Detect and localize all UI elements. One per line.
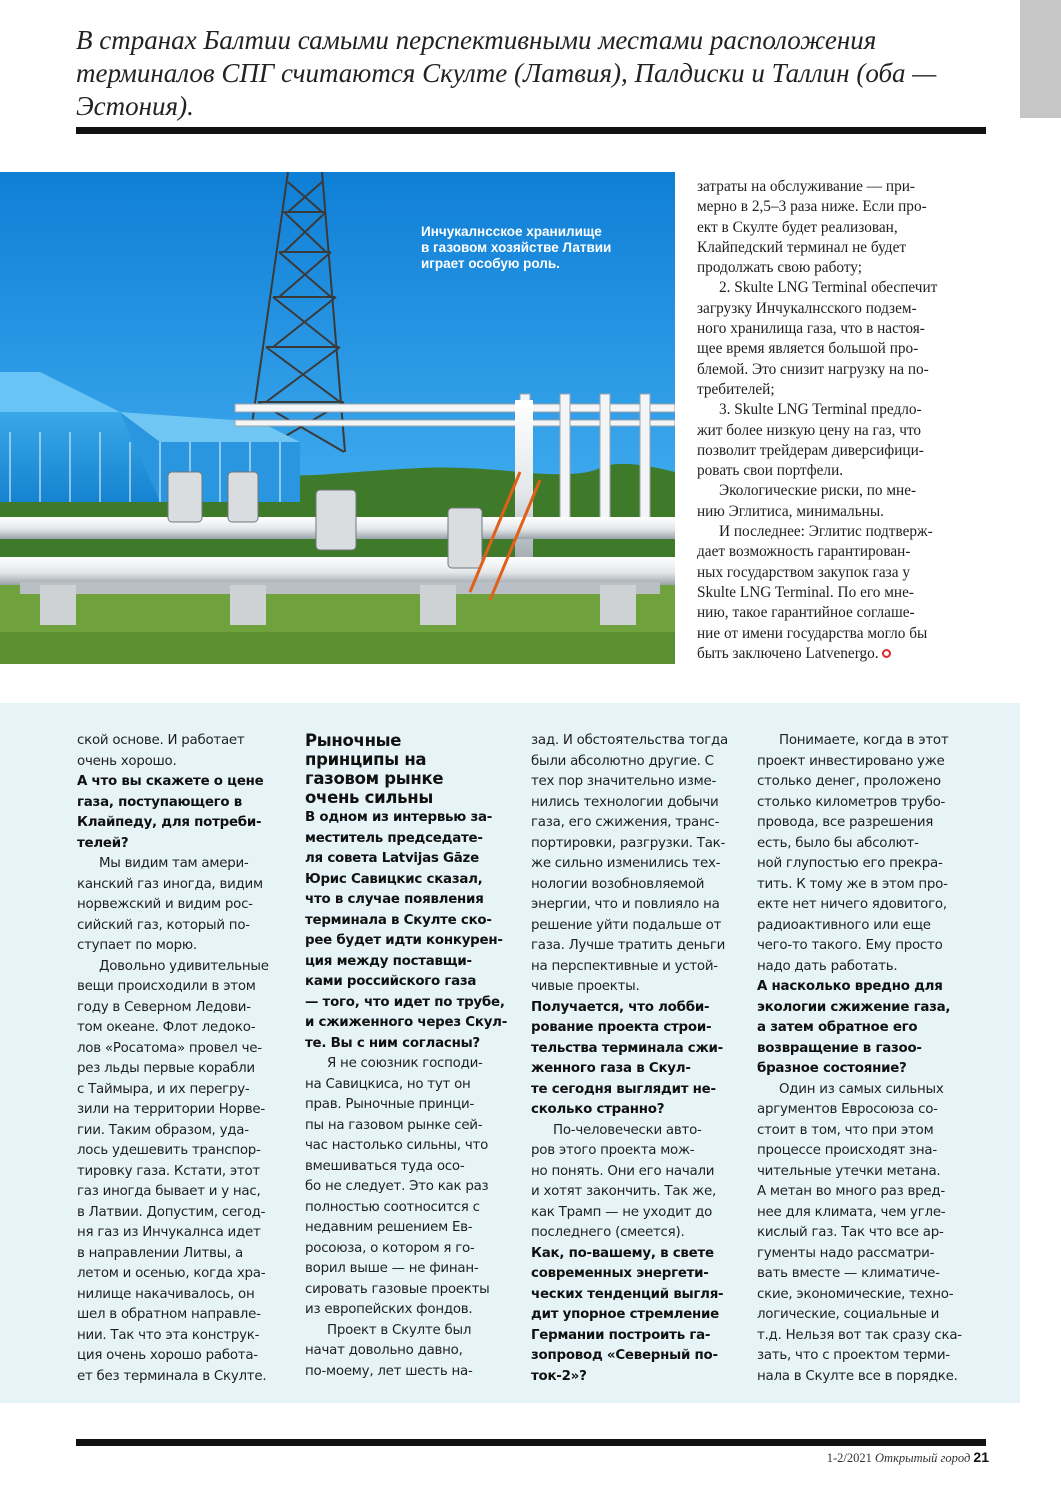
interview-column-3 xyxy=(531,731,741,1387)
question-line: Германии построить га- xyxy=(531,1327,711,1343)
subhead-line: газовом рынке xyxy=(305,769,444,788)
text-line: в направлении Литвы, а xyxy=(77,1245,243,1261)
text-line: тировку газа. Кстати, этот xyxy=(77,1163,260,1179)
text-line: рез льды первые корабли xyxy=(77,1061,255,1076)
text-line: час настолько сильны, что xyxy=(305,1138,489,1153)
text-line: зад. И обстоятельства тогда xyxy=(531,733,728,748)
question-line: женного газа в Скул- xyxy=(531,1061,691,1076)
text-line: ской основе. И работает xyxy=(77,733,245,748)
text-line: газа, его сжижения, транс- xyxy=(531,815,720,830)
text-line: проект инвестировано уже xyxy=(757,753,945,769)
text-line: зать, что с проектом терми- xyxy=(757,1348,950,1363)
text-line: ские, экономические, техно- xyxy=(757,1286,954,1302)
text-line: столько денег, проложено xyxy=(757,774,941,789)
question-line: ками российского газа xyxy=(305,974,477,989)
page-footer xyxy=(827,1449,989,1466)
text-line: вать вместе — климатиче- xyxy=(757,1266,940,1281)
top-rule xyxy=(76,127,986,134)
text-line: росоюза, о котором я го- xyxy=(305,1240,475,1256)
text-line: Экологические риски, по мне- xyxy=(719,482,917,500)
text-line: надо дать работать. xyxy=(757,958,898,974)
text-line: кислый газ. Так что все ар- xyxy=(757,1225,944,1240)
text-line: канский газ иногда, видим xyxy=(77,876,263,892)
text-line: провода, все разрешения xyxy=(757,815,934,830)
text-line: столько километров трубо- xyxy=(757,794,946,810)
text-line: портировки, разгрузки. Так- xyxy=(531,835,726,851)
text-line: нию Эглитиса, минимальны. xyxy=(697,502,884,520)
issue-number: 1-2/2021 xyxy=(826,1451,872,1465)
text-line: мерно в 2,5–3 раза ниже. Если про- xyxy=(697,198,927,216)
question-line: рование проекта строи- xyxy=(531,1020,712,1035)
text-line: екте нет ничего ядовитого, xyxy=(757,897,947,912)
text-line: ров этого проекта мож- xyxy=(531,1143,695,1158)
question-line: Юрис Савицкис сказал, xyxy=(305,871,483,887)
section-subhead xyxy=(305,731,515,807)
question-line: ля совета Latvijas Gāze xyxy=(305,851,479,866)
text-line: тех пор значительно изме- xyxy=(531,774,717,789)
question-line: сколько странно? xyxy=(531,1102,665,1117)
subhead-line: Рыночные xyxy=(305,731,402,750)
text-line: ворил выше — не финан- xyxy=(305,1261,479,1276)
text-line: ного хранилища газа, что в настоя- xyxy=(697,320,925,338)
text-line: радиоактивного или еще xyxy=(757,917,931,933)
text-line: бо не следует. Это как раз xyxy=(305,1179,489,1194)
question-line: что в случае появления xyxy=(305,892,484,907)
text-line: Мы видим там амери- xyxy=(99,856,249,871)
interview-column-1 xyxy=(77,731,282,1387)
text-line: гии. Таким образом, уда- xyxy=(77,1122,249,1138)
text-line: Клайпедский терминал не будет xyxy=(697,238,907,256)
text-line: требителей; xyxy=(697,380,775,398)
text-line: ной глупостью его прекра- xyxy=(757,856,943,871)
question-line: и сжиженного через Скул- xyxy=(305,1015,508,1030)
text-line: году в Северном Ледови- xyxy=(77,999,251,1015)
text-line: щее время является большой про- xyxy=(697,340,919,358)
text-line: ние от имени государства могло бы xyxy=(697,624,928,642)
text-line: последнего (смеется). xyxy=(531,1225,685,1240)
text-line: жит более низкую цену на газ, что xyxy=(697,421,922,439)
text-line: тить. К тому же в этом про- xyxy=(757,876,948,892)
photo-caption xyxy=(421,224,661,272)
text-line: ня газ из Инчукалнса идет xyxy=(77,1225,261,1240)
question-line: дит упорное стремление xyxy=(531,1307,719,1322)
caption-line: Инчукалнсское хранилище xyxy=(421,224,602,239)
text-line: нилище накачивалось, он xyxy=(77,1286,255,1302)
text-line: нились технологии добычи xyxy=(531,794,719,810)
magazine-name: Открытый город xyxy=(875,1451,971,1465)
text-line: зили на территории Норве- xyxy=(77,1102,265,1117)
text-line: ет без терминала в Скулте. xyxy=(77,1368,267,1384)
text-line: блемой. Это снизит нагрузку на по- xyxy=(697,360,929,378)
question-line: А что вы скажете о цене xyxy=(77,774,264,789)
text-line: гументы надо рассматри- xyxy=(757,1245,935,1261)
question-line: А насколько вредно для xyxy=(757,979,943,994)
question-line: рее будет идти конкурен- xyxy=(305,933,503,948)
text-line: вмешиваться туда осо- xyxy=(305,1158,465,1174)
text-line: чительные утечки метана. xyxy=(757,1163,941,1179)
interview-column-2 xyxy=(305,731,515,1382)
page-edge-tab xyxy=(1020,0,1061,118)
text-line: быть заключено Latvenergo. xyxy=(697,644,879,662)
caption-line: в газовом хозяйстве Латвии xyxy=(421,240,612,255)
text-line: процессе происходят зна- xyxy=(757,1143,937,1158)
question-line: меститель председате- xyxy=(305,830,483,846)
text-line: газа. Лучше тратить деньги xyxy=(531,938,726,953)
text-line: продолжать свою работу; xyxy=(697,259,863,277)
text-line: как Трамп — не уходит до xyxy=(531,1204,713,1220)
text-line: нала в Скулте все в порядке. xyxy=(757,1368,958,1384)
text-line: стоит в том, что при этом xyxy=(757,1122,934,1138)
text-line: энергии, что и повлияло на xyxy=(531,897,720,912)
question-line: возвращение в газоо- xyxy=(757,1040,922,1056)
text-line: нии. Так что эта конструк- xyxy=(77,1327,260,1343)
right-column-text xyxy=(697,177,982,664)
text-line: летом и осенью, когда хра- xyxy=(77,1266,266,1281)
text-line: ект в Скулте будет реализован, xyxy=(697,218,898,236)
text-line: ступает по морю. xyxy=(77,938,197,953)
question-line: — того, что идет по трубе, xyxy=(305,994,505,1010)
question-line: ток-2»? xyxy=(531,1368,587,1384)
text-line: чивые проекты. xyxy=(531,979,640,994)
text-line: Один из самых сильных xyxy=(779,1081,944,1097)
text-line: логические, социальные и xyxy=(757,1307,940,1322)
text-line: но понять. Они его начали xyxy=(531,1163,715,1179)
question-line: терминала в Скулте ско- xyxy=(305,912,492,928)
text-line: 2. Skulte LNG Terminal обеспечит xyxy=(719,279,938,297)
question-line: телей? xyxy=(77,835,129,851)
text-line: прав. Рыночные принци- xyxy=(305,1097,475,1112)
text-line: затраты на обслуживание — при- xyxy=(697,178,916,195)
question-line: В одном из интервью за- xyxy=(305,810,493,825)
text-line: И последнее: Эглитис подтверж- xyxy=(719,523,933,541)
text-line: очень хорошо. xyxy=(77,753,177,769)
text-line: в Латвии. Допустим, сегод- xyxy=(77,1204,266,1220)
text-line: полностью соотносится с xyxy=(305,1199,480,1215)
text-line: лов «Росатома» провел че- xyxy=(77,1040,262,1056)
text-line: ровать свои портфели. xyxy=(697,462,844,480)
bottom-rule xyxy=(76,1439,986,1446)
text-line: на перспективные и устой- xyxy=(531,958,718,974)
text-line: решение уйти подальше от xyxy=(531,917,722,933)
text-line: Понимаете, когда в этот xyxy=(779,733,949,748)
lede-quote xyxy=(76,24,986,123)
text-line: вещи происходили в этом xyxy=(77,979,256,994)
text-line: загрузку Инчукалнсского подзем- xyxy=(697,299,917,317)
text-line: и хотят закончить. Так же, xyxy=(531,1184,716,1199)
question-line: бразное состояние? xyxy=(757,1061,907,1076)
text-line: аргументов Евросоюза со- xyxy=(757,1102,938,1117)
question-line: Как, по-вашему, в свете xyxy=(531,1245,714,1261)
text-line: по-моему, лет шесть на- xyxy=(305,1363,473,1379)
lede-line: В странах Балтии самыми перспективными местами расположения xyxy=(76,25,877,55)
question-line: газа, поступающего в xyxy=(77,794,242,810)
text-line: Skulte LNG Terminal. По его мне- xyxy=(697,583,914,601)
text-line: нее для климата, чем угле- xyxy=(757,1204,946,1220)
text-line: газ иногда бывает и у нас, xyxy=(77,1184,261,1199)
subhead-line: очень сильны xyxy=(305,788,434,807)
text-line: сийский газ, который по- xyxy=(77,917,250,933)
text-line: есть, было бы абсолют- xyxy=(757,835,919,851)
text-line: на Савицкиса, но тут он xyxy=(305,1076,471,1092)
question-line: те. Вы с ним согласны? xyxy=(305,1035,480,1051)
lede-line: терминалов СПГ считаются Скулте (Латвия), Палдиски и Таллин (оба — xyxy=(76,58,937,88)
text-line: т.д. Нельзя вот так сразу ска- xyxy=(757,1327,962,1343)
question-line: экологии сжижение газа, xyxy=(757,999,951,1015)
caption-line: играет особую роль. xyxy=(421,256,560,271)
page-number: 21 xyxy=(973,1449,989,1465)
question-line: ция между поставщи- xyxy=(305,953,472,969)
text-line: пы на газовом рынке сей- xyxy=(305,1117,483,1133)
subhead-line: принципы на xyxy=(305,750,427,769)
interview-column-4 xyxy=(757,731,972,1387)
text-line: нию, такое гарантийное соглаше- xyxy=(697,604,915,622)
text-line: По-человечески авто- xyxy=(553,1122,702,1138)
question-line: современных энергети- xyxy=(531,1266,709,1281)
text-line: чего-то такого. Ему просто xyxy=(757,938,943,953)
question-line: тельства терминала сжи- xyxy=(531,1040,723,1056)
text-line: 3. Skulte LNG Terminal предло- xyxy=(719,401,922,419)
question-line: Получается, что лобби- xyxy=(531,999,710,1015)
article-end-icon xyxy=(882,649,891,658)
text-line: недавним решением Ев- xyxy=(305,1220,473,1235)
text-line: том океане. Флот ледоко- xyxy=(77,1020,256,1035)
text-line: норвежский и видим рос- xyxy=(77,897,253,912)
question-line: а затем обратное его xyxy=(757,1020,918,1035)
text-line: А метан во много раз вред- xyxy=(757,1184,945,1199)
text-line: же сильно изменились тех- xyxy=(531,856,721,871)
question-line: те сегодня выглядит не- xyxy=(531,1081,716,1097)
text-line: Я не союзник господи- xyxy=(327,1056,483,1071)
text-line: позволит трейдерам диверсифици- xyxy=(697,441,924,459)
text-line: из европейских фондов. xyxy=(305,1302,473,1317)
text-line: ных государством закупок газа у xyxy=(697,563,910,581)
text-line: лось удешевить транспор- xyxy=(77,1143,261,1158)
text-line: нологии возобновляемой xyxy=(531,876,705,892)
question-line: зопровод «Северный по- xyxy=(531,1348,718,1363)
text-line: были абсолютно другие. С xyxy=(531,753,714,769)
text-line: начат довольно давно, xyxy=(305,1343,463,1358)
text-line: Проект в Скулте был xyxy=(327,1322,472,1338)
question-line: Клайпеду, для потреби- xyxy=(77,815,262,830)
text-line: с Таймыра, и их перегру- xyxy=(77,1081,250,1097)
lede-line: Эстония). xyxy=(76,91,194,121)
text-line: Довольно удивительные xyxy=(99,958,269,974)
text-line: сировать газовые проекты xyxy=(305,1281,490,1297)
text-line: шел в обратном направле- xyxy=(77,1307,261,1322)
text-line: дает возможность гарантирован- xyxy=(697,543,911,561)
question-line: ческих тенденций выгля- xyxy=(531,1286,724,1302)
text-line: ция очень хорошо работа- xyxy=(77,1348,258,1363)
text-line-last xyxy=(697,644,982,664)
